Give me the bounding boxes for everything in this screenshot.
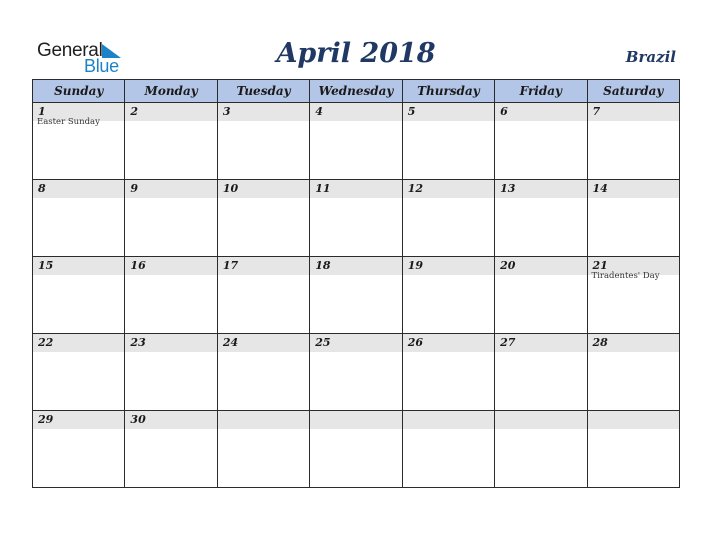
- day-cell: [33, 103, 125, 180]
- day-cell: [495, 180, 587, 257]
- holiday-label: Tiradentes' Day: [591, 271, 660, 281]
- day-number: 14: [592, 182, 608, 195]
- day-number-bar: [495, 257, 586, 275]
- day-cell: [587, 103, 679, 180]
- week-row: [33, 334, 680, 411]
- day-number-bar: [125, 334, 216, 352]
- day-cell: [33, 334, 125, 411]
- weekday-header: Tuesday: [217, 80, 309, 103]
- week-row: [33, 103, 680, 180]
- day-cell: [310, 257, 402, 334]
- day-cell: [33, 180, 125, 257]
- day-number: 24: [222, 336, 239, 349]
- day-number: 29: [38, 413, 54, 426]
- logo-text-general: General: [37, 40, 103, 61]
- weekday-header: Thursday: [402, 80, 494, 103]
- day-number: 11: [315, 182, 331, 195]
- day-number: 26: [407, 336, 423, 349]
- day-cell: [217, 257, 309, 334]
- day-number: 16: [130, 259, 146, 272]
- day-cell: [310, 103, 402, 180]
- day-number-bar: [218, 334, 309, 352]
- day-number-bar: [218, 411, 309, 429]
- day-number-bar: [125, 180, 216, 198]
- day-cell: [587, 180, 679, 257]
- day-number: 17: [222, 259, 239, 272]
- calendar-title: April 2018: [276, 38, 436, 69]
- day-number-bar: [310, 257, 401, 275]
- day-number-bar: [33, 334, 124, 352]
- day-number-bar: [403, 180, 494, 198]
- day-cell: [125, 103, 217, 180]
- day-number: 4: [315, 105, 323, 118]
- day-number-bar: [310, 334, 401, 352]
- day-cell: [402, 103, 494, 180]
- day-number: 19: [407, 259, 423, 272]
- weekday-header: Friday: [495, 80, 587, 103]
- weekday-header-row: [33, 80, 680, 103]
- day-number-bar: [33, 257, 124, 275]
- day-cell: [217, 180, 309, 257]
- day-number: 2: [130, 105, 139, 118]
- day-number-bar: [495, 180, 586, 198]
- day-number: 3: [222, 105, 231, 118]
- weekday-header: Monday: [125, 80, 217, 103]
- day-number-bar: [33, 180, 124, 198]
- day-cell: [310, 180, 402, 257]
- day-cell: [125, 411, 217, 488]
- day-cell: [33, 257, 125, 334]
- day-number-bar: [125, 411, 216, 429]
- week-row: [33, 180, 680, 257]
- day-number-bar: [310, 103, 401, 121]
- day-number: 15: [38, 259, 54, 272]
- day-number-bar: [495, 411, 586, 429]
- day-number: 28: [592, 336, 608, 349]
- day-cell: [495, 334, 587, 411]
- day-number: 27: [500, 336, 516, 349]
- day-cell: [495, 103, 587, 180]
- day-number: 30: [130, 413, 146, 426]
- day-number-bar: [33, 411, 124, 429]
- day-number: 6: [500, 105, 508, 118]
- day-number-bar: [588, 103, 679, 121]
- calendar-grid: [32, 79, 680, 488]
- day-number-bar: [218, 257, 309, 275]
- weekday-header: Sunday: [33, 80, 125, 103]
- day-number-bar: [495, 103, 586, 121]
- day-cell: [310, 411, 402, 488]
- day-number: 8: [38, 182, 46, 195]
- day-number: 18: [315, 259, 331, 272]
- day-cell: [402, 180, 494, 257]
- country-label: Brazil: [625, 48, 676, 66]
- weekday-header: Saturday: [587, 80, 679, 103]
- day-number: 9: [130, 182, 139, 195]
- day-number: 22: [38, 336, 54, 349]
- day-number-bar: [403, 103, 494, 121]
- day-cell: [402, 411, 494, 488]
- day-cell: [402, 257, 494, 334]
- day-cell: [402, 334, 494, 411]
- day-number: 12: [407, 182, 423, 195]
- day-number: 10: [222, 182, 239, 195]
- day-cell: [217, 334, 309, 411]
- day-number-bar: [403, 257, 494, 275]
- day-number-bar: [403, 334, 494, 352]
- day-number-bar: [588, 411, 679, 429]
- day-number: 1: [38, 105, 46, 118]
- day-number-bar: [218, 180, 309, 198]
- day-number-bar: [125, 257, 216, 275]
- day-number: 25: [315, 336, 331, 349]
- day-cell: [587, 334, 679, 411]
- day-cell: [33, 411, 125, 488]
- day-cell: [125, 334, 217, 411]
- day-number-bar: [310, 180, 401, 198]
- day-cell: [217, 103, 309, 180]
- week-row: [33, 257, 680, 334]
- day-number: 7: [592, 105, 601, 118]
- day-number-bar: [310, 411, 401, 429]
- day-number: 13: [500, 182, 516, 195]
- day-cell: [587, 411, 679, 488]
- logo-text-blue: Blue: [84, 56, 119, 76]
- day-number-bar: [403, 411, 494, 429]
- day-cell: [217, 411, 309, 488]
- day-cell: [495, 411, 587, 488]
- day-number-bar: [495, 334, 586, 352]
- day-cell: [310, 334, 402, 411]
- day-number: 20: [500, 259, 516, 272]
- day-number: 21: [592, 259, 608, 272]
- day-cell: [125, 257, 217, 334]
- day-number-bar: [218, 103, 309, 121]
- day-number: 23: [130, 336, 146, 349]
- week-row: [33, 411, 680, 488]
- day-cell: [125, 180, 217, 257]
- calendar-body: [33, 103, 680, 488]
- day-number-bar: [588, 180, 679, 198]
- day-number-bar: [588, 334, 679, 352]
- day-number: 5: [407, 105, 416, 118]
- day-cell: [587, 257, 679, 334]
- day-number-bar: [125, 103, 216, 121]
- day-cell: [495, 257, 587, 334]
- holiday-label: Easter Sunday: [37, 117, 100, 127]
- weekday-header: Wednesday: [310, 80, 402, 103]
